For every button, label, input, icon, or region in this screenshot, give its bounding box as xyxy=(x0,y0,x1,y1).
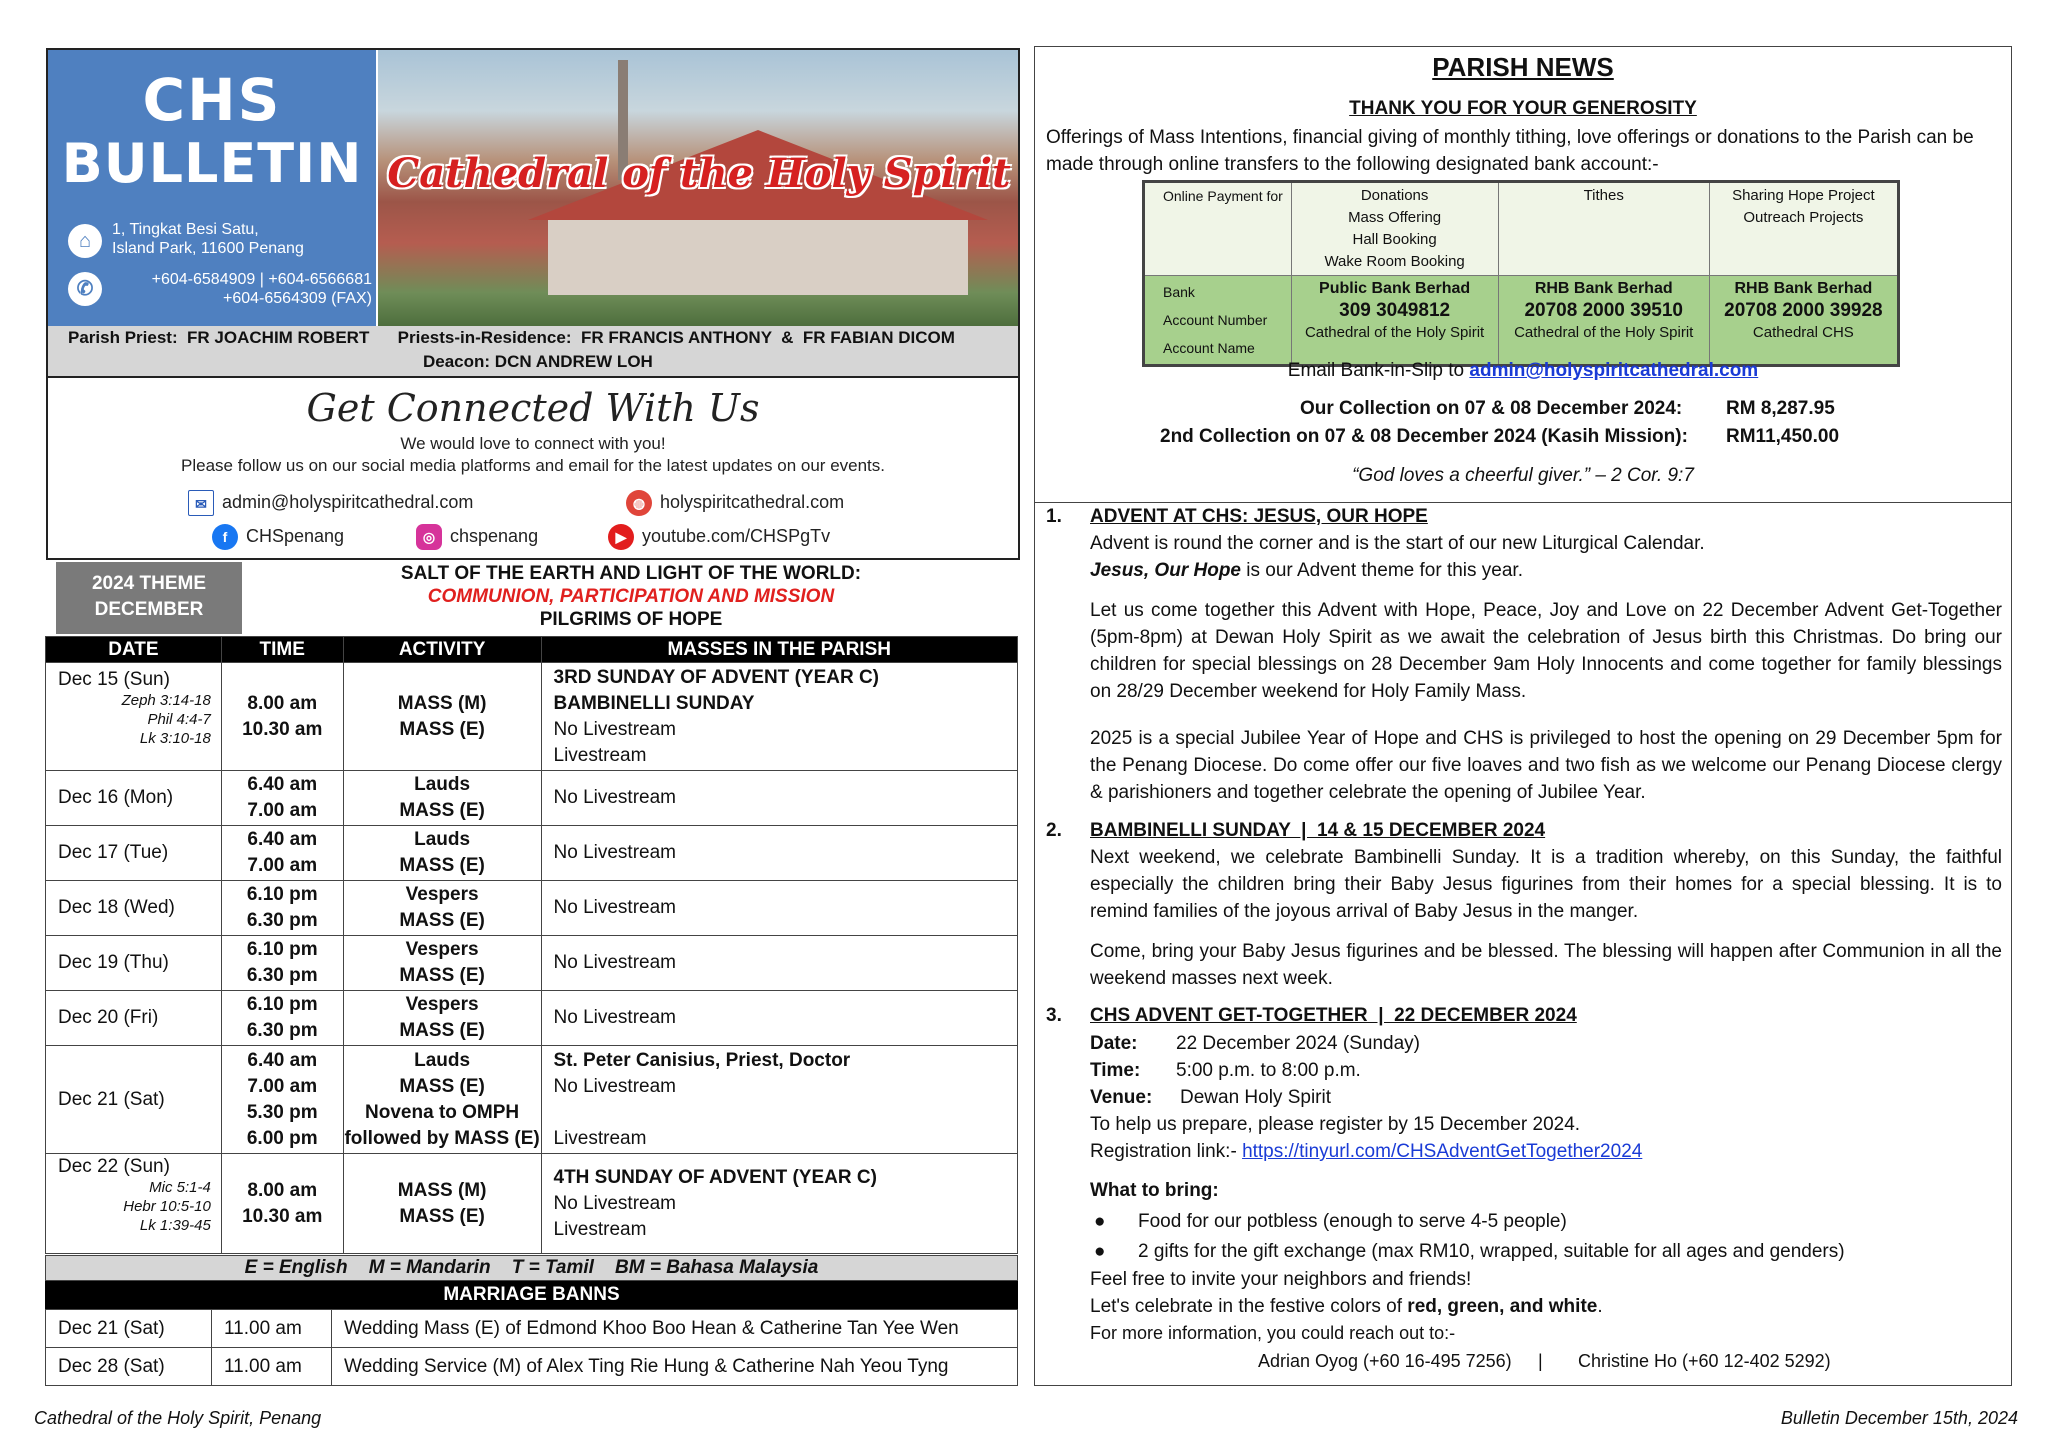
phone-icon: ✆ xyxy=(68,272,102,306)
instagram-text: chspenang xyxy=(450,525,539,546)
phone-line1: +604-6584909 | +604-6566681 xyxy=(151,271,372,288)
email-icon: ✉ xyxy=(188,490,214,516)
connect-title: Get Connected With Us xyxy=(306,386,760,430)
email-contact[interactable] xyxy=(188,490,473,516)
s3-venue-value: Dewan Holy Spirit xyxy=(1180,1087,1331,1108)
section1-p3: Let us come together this Advent with Hope, Peace, Joy and Love on 22 December Advent Get-Together (5pm-8pm) at Dewan Holy Spirit as we await the celebration of Jesus birth this Christmas. Do bring our children for special blessings on 28 December 9am Holy Innocents and come together for family blessings on 28/29 December weekend for Holy Family Mass. xyxy=(1090,600,2002,702)
row-time: 6.00 pm xyxy=(246,1127,318,1149)
address-line2: Island Park, 11600 Penang xyxy=(112,240,304,257)
s3-time-label: Time: xyxy=(1090,1060,1141,1081)
account-number: 20708 2000 39510 xyxy=(1524,300,1683,321)
reading: Phil 4:4-7 xyxy=(147,711,211,728)
banns-date: Dec 28 (Sat) xyxy=(46,1348,212,1386)
row-activity: MASS (E) xyxy=(399,1205,485,1227)
row-time: 6.10 pm xyxy=(246,994,318,1015)
s3-contact1: Adrian Oyog (+60 16-495 7256) xyxy=(1258,1351,1512,1371)
section1-title: ADVENT AT CHS: JESUS, OUR HOPE xyxy=(1090,506,1428,527)
row-date: Dec 15 (Sun) xyxy=(58,669,170,690)
table-row xyxy=(46,1154,1018,1254)
row-time: 6.30 pm xyxy=(246,910,318,931)
row-date: Dec 16 (Mon) xyxy=(46,771,222,826)
section1-p1: Advent is round the corner and is the start of our new Liturgical Calendar. xyxy=(1090,533,1705,554)
account-name: Cathedral CHS xyxy=(1752,324,1854,341)
s3-colors: Let's celebrate in the festive colors of red, green, and white. xyxy=(1090,1296,1603,1317)
purpose: Hall Booking xyxy=(1352,231,1437,248)
header-time: TIME xyxy=(221,637,343,663)
theme-year: 2024 THEME xyxy=(91,573,207,594)
row-note: No Livestream xyxy=(541,826,1018,881)
email-text: admin@holyspiritcathedral.com xyxy=(222,491,474,512)
table-row xyxy=(46,663,1018,771)
purpose: Donations xyxy=(1360,187,1429,204)
connect-panel xyxy=(46,378,1020,560)
purpose: Tithes xyxy=(1583,187,1624,204)
s3-bring2: 2 gifts for the gift exchange (max RM10, wrapped, suitable for all ages and genders) xyxy=(1138,1241,1845,1262)
table-row xyxy=(46,1310,1018,1348)
offer-text: Offerings of Mass Intentions, financial giving of monthly tithing, love offerings or donations to the Parish can be made through online transfers to the following designated bank account:- xyxy=(1046,127,1974,175)
generosity-title: THANK YOU FOR YOUR GENEROSITY xyxy=(1349,98,1697,119)
brand-title-line2: BULLETIN xyxy=(61,132,363,195)
row-activity: Lauds xyxy=(414,774,471,795)
section1-p2-rest: is our Advent theme for this year. xyxy=(1241,560,1523,581)
bullet-icon: ● xyxy=(1094,1211,1106,1232)
row-activity: MASS (M) xyxy=(397,1179,487,1201)
row-time: 10.30 am xyxy=(242,1205,323,1227)
bank-name: Public Bank Berhad xyxy=(1319,280,1471,297)
row-activity: Vespers xyxy=(405,939,479,960)
s3-registration xyxy=(1090,1138,1642,1165)
row-time: 5.30 pm xyxy=(246,1101,318,1123)
purpose: Outreach Projects xyxy=(1743,209,1864,226)
reading: Hebr 10:5-10 xyxy=(123,1198,211,1215)
section1-p2 xyxy=(1090,557,2002,584)
row-activity: Lauds xyxy=(414,829,471,850)
mass-schedule-table xyxy=(45,636,1018,1254)
bank-row-label: Account Name xyxy=(1163,340,1255,356)
youtube-text: youtube.com/CHSPgTv xyxy=(642,525,831,546)
reading: Mic 5:1-4 xyxy=(149,1179,211,1196)
news-divider xyxy=(1034,502,2012,503)
row-note: St. Peter Canisius, Priest, Doctor xyxy=(553,1049,851,1071)
s3-colors-prefix: Let's celebrate in the festive colors of xyxy=(1090,1296,1403,1317)
row-time: 6.40 am xyxy=(247,1049,318,1071)
row-activity: Vespers xyxy=(405,994,479,1015)
purpose: Sharing Hope Project xyxy=(1732,187,1875,204)
clergy-bar xyxy=(48,326,1020,378)
table-row xyxy=(1144,182,1899,276)
row-time: 7.00 am xyxy=(247,855,318,876)
collection1-label: Our Collection on 07 & 08 December 2024: xyxy=(1300,398,1683,419)
row-note: No Livestream xyxy=(541,881,1018,936)
youtube-contact[interactable] xyxy=(608,524,830,550)
email-link[interactable]: admin@holyspiritcathedral.com xyxy=(1469,360,1759,381)
row-note: No Livestream xyxy=(541,771,1018,826)
table-row xyxy=(46,826,1018,881)
header-activity: ACTIVITY xyxy=(343,637,541,663)
banns-title: MARRIAGE BANNS xyxy=(45,1281,1018,1309)
website-text: holyspiritcathedral.com xyxy=(660,491,845,512)
section2-number: 2. xyxy=(1046,820,1062,841)
bank-table xyxy=(1142,180,1900,367)
row-activity: Novena to OMPH xyxy=(365,1101,520,1123)
row-activity: MASS (E) xyxy=(399,718,485,740)
row-note: No Livestream xyxy=(553,1075,676,1097)
row-time: 8.00 am xyxy=(247,1179,318,1201)
row-note: Livestream xyxy=(553,744,647,766)
bank-name: RHB Bank Berhad xyxy=(1534,280,1673,297)
table-row xyxy=(46,936,1018,991)
brand-panel xyxy=(48,50,376,326)
parish-news-title: PARISH NEWS xyxy=(1432,52,1614,82)
bank-row-label: Account Number xyxy=(1163,312,1268,328)
connect-line2: Please follow us on our social media platforms and email for the latest updates on our events. xyxy=(181,456,885,475)
row-activity: MASS (E) xyxy=(399,1075,485,1097)
row-time: 6.40 am xyxy=(247,829,318,850)
row-date: Dec 17 (Tue) xyxy=(46,826,222,881)
row-note: Livestream xyxy=(553,1127,647,1149)
account-name: Cathedral of the Holy Spirit xyxy=(1304,324,1485,341)
address-line1: 1, Tingkat Besi Satu, xyxy=(112,221,259,238)
collection2-value: RM11,450.00 xyxy=(1726,426,1840,447)
section1-theme: Jesus, Our Hope xyxy=(1090,560,1241,581)
collection2-label: 2nd Collection on 07 & 08 December 2024 (Kasih Mission): xyxy=(1160,426,1688,447)
facebook-contact[interactable] xyxy=(212,524,344,550)
banns-time: 11.00 am xyxy=(212,1348,332,1386)
section3-number: 3. xyxy=(1046,1005,1062,1026)
row-activity: MASS (E) xyxy=(399,800,485,821)
cathedral-title: Cathedral of the Holy Spirit xyxy=(387,150,1011,197)
brand-title-line1: CHS xyxy=(142,66,282,134)
section1-p4: 2025 is a special Jubilee Year of Hope and CHS is privileged to host the opening on 29 December 5pm for the Penang Diocese. Do come offer our five loaves and two fish as we welcome our Penang Diocese clergy & parishioners and together celebrate the opening of Jubilee Year. xyxy=(1090,728,2002,803)
collection1-value: RM 8,287.95 xyxy=(1726,398,1835,419)
row-time: 6.30 pm xyxy=(246,1020,318,1041)
website-contact[interactable] xyxy=(626,490,844,516)
table-row xyxy=(46,1348,1018,1386)
header-masses: MASSES IN THE PARISH xyxy=(541,637,1018,663)
bank-name: RHB Bank Berhad xyxy=(1734,280,1873,297)
facebook-icon: f xyxy=(212,524,238,550)
row-activity: followed by MASS (E) xyxy=(344,1127,540,1149)
table-row xyxy=(46,1046,1018,1154)
table-row xyxy=(1144,276,1899,366)
table-row xyxy=(46,771,1018,826)
bank-row-label: Bank xyxy=(1163,284,1195,300)
row-date: Dec 22 (Sun) xyxy=(58,1156,170,1177)
purpose: Wake Room Booking xyxy=(1324,253,1465,270)
email-prefix: Email Bank-in-Slip to xyxy=(1287,360,1465,381)
s3-date-label: Date: xyxy=(1090,1033,1138,1054)
bank-row-label: Online Payment for xyxy=(1144,182,1292,276)
row-note: 4TH SUNDAY OF ADVENT (YEAR C) xyxy=(553,1166,877,1188)
purpose: Mass Offering xyxy=(1348,209,1442,226)
account-name: Cathedral of the Holy Spirit xyxy=(1514,324,1694,341)
row-note: No Livestream xyxy=(553,718,676,740)
row-activity: Lauds xyxy=(414,1049,471,1071)
phone-line2: +604-6564309 (FAX) xyxy=(223,290,372,307)
banns-table xyxy=(45,1309,1018,1386)
row-note: 3RD SUNDAY OF ADVENT (YEAR C) xyxy=(553,666,880,688)
row-time: 8.00 am xyxy=(247,692,318,714)
footer-left: Cathedral of the Holy Spirit, Penang xyxy=(34,1408,322,1428)
section2-p1: Next weekend, we celebrate Bambinelli Sunday. It is a tradition whereby, on this Sunday, the faithful especially the children bring their Baby Jesus figurines from their homes for a special blessing. It is to remind families of the joyous arrival of Baby Jesus in the manger. xyxy=(1090,847,2002,922)
s3-date-value: 22 December 2024 (Sunday) xyxy=(1176,1033,1420,1054)
row-time: 7.00 am xyxy=(247,800,318,821)
row-note: No Livestream xyxy=(541,991,1018,1046)
contact-separator: | xyxy=(1538,1351,1543,1371)
theme-month: DECEMBER xyxy=(94,599,204,620)
theme-line3: PILGRIMS OF HOPE xyxy=(539,609,723,630)
section3-title: CHS ADVENT GET-TOGETHER | 22 DECEMBER 2024 xyxy=(1090,1005,1577,1026)
wall-shape xyxy=(548,220,968,295)
row-note: BAMBINELLI SUNDAY xyxy=(553,692,755,714)
bulletin-header xyxy=(46,48,1020,378)
s3-time-value: 5:00 p.m. to 8:00 p.m. xyxy=(1176,1060,1361,1081)
row-time: 6.40 am xyxy=(247,774,318,795)
banns-time: 11.00 am xyxy=(212,1310,332,1348)
theme-badge xyxy=(56,562,242,634)
header-date: DATE xyxy=(46,637,222,663)
facebook-text: CHSpenang xyxy=(246,525,345,546)
reading: Lk 3:10-18 xyxy=(139,730,211,747)
row-date: Dec 21 (Sat) xyxy=(46,1046,222,1154)
registration-link[interactable]: https://tinyurl.com/CHSAdventGetTogether2024 xyxy=(1242,1141,1643,1162)
instagram-icon: ◎ xyxy=(416,524,442,550)
table-row xyxy=(46,881,1018,936)
row-date: Dec 18 (Wed) xyxy=(46,881,222,936)
row-activity: Vespers xyxy=(405,884,479,905)
reading: Zeph 3:14-18 xyxy=(121,692,211,709)
footer-right: Bulletin December 15th, 2024 xyxy=(1780,1408,2018,1428)
scripture-quote: “God loves a cheerful giver.” – 2 Cor. 9:7 xyxy=(1352,465,1694,486)
row-note: Livestream xyxy=(553,1218,647,1240)
row-activity: MASS (E) xyxy=(399,910,485,931)
row-time: 6.10 pm xyxy=(246,939,318,960)
row-activity: MASS (E) xyxy=(399,855,485,876)
s3-reg-prefix: Registration link:- xyxy=(1090,1141,1237,1162)
s3-contact2: Christine Ho (+60 12-402 5292) xyxy=(1578,1351,1831,1371)
row-time: 6.10 pm xyxy=(246,884,318,905)
row-note: No Livestream xyxy=(541,936,1018,991)
row-date: Dec 19 (Thu) xyxy=(46,936,222,991)
s3-bring-title: What to bring: xyxy=(1090,1180,1219,1201)
theme-line1: SALT OF THE EARTH AND LIGHT OF THE WORLD: xyxy=(400,563,862,584)
account-number: 20708 2000 39928 xyxy=(1724,300,1883,321)
banns-text: Wedding Mass (E) of Edmond Khoo Boo Hean & Catherine Tan Yee Wen xyxy=(332,1310,1018,1348)
row-time: 7.00 am xyxy=(247,1075,318,1097)
s3-invite: Feel free to invite your neighbors and friends! xyxy=(1090,1269,1472,1290)
reading: Lk 1:39-45 xyxy=(139,1217,211,1234)
row-activity: MASS (E) xyxy=(399,965,485,986)
row-note xyxy=(554,1100,1018,1126)
clergy-line1: Parish Priest: FR JOACHIM ROBERT Priests-in-Residence: FR FRANCIS ANTHONY & FR FABIAN DICOM xyxy=(68,328,955,347)
clergy-line2: Deacon: DCN ANDREW LOH xyxy=(423,352,653,371)
s3-colors-list: red, green, and white xyxy=(1407,1296,1598,1317)
connect-line1: We would love to connect with you! xyxy=(400,434,666,453)
theme-line2: COMMUNION, PARTICIPATION AND MISSION xyxy=(427,586,835,607)
row-date: Dec 20 (Fri) xyxy=(46,991,222,1046)
banns-text: Wedding Service (M) of Alex Ting Rie Hung & Catherine Nah Yeou Tyng xyxy=(332,1348,1018,1386)
row-note: No Livestream xyxy=(553,1192,676,1214)
s3-register: To help us prepare, please register by 15 December 2024. xyxy=(1090,1114,1581,1135)
globe-icon: ◍ xyxy=(626,490,652,516)
row-activity: MASS (E) xyxy=(399,1020,485,1041)
email-slip xyxy=(1034,360,2012,382)
s3-more-info: For more information, you could reach out to:- xyxy=(1090,1323,1456,1343)
row-activity: MASS (M) xyxy=(397,692,487,714)
home-icon: ⌂ xyxy=(68,224,102,258)
section1-number: 1. xyxy=(1046,506,1062,527)
cathedral-photo xyxy=(378,50,1020,326)
language-legend: E = English M = Mandarin T = Tamil BM = Bahasa Malaysia xyxy=(45,1255,1018,1281)
s3-bring1: Food for our potbless (enough to serve 4-5 people) xyxy=(1138,1211,1567,1232)
account-number: 309 3049812 xyxy=(1339,300,1451,321)
s3-venue-label: Venue: xyxy=(1090,1087,1153,1108)
instagram-contact[interactable] xyxy=(416,524,538,550)
youtube-icon: ▶ xyxy=(608,524,634,550)
section2-p2: Come, bring your Baby Jesus figurines and be blessed. The blessing will happen after Communion in all the weekend masses next week. xyxy=(1090,941,2002,989)
row-time: 6.30 pm xyxy=(246,965,318,986)
row-time: 10.30 am xyxy=(242,718,323,740)
table-row xyxy=(46,991,1018,1046)
bullet-icon: ● xyxy=(1094,1241,1106,1262)
section2-title: BAMBINELLI SUNDAY | 14 & 15 DECEMBER 2024 xyxy=(1090,820,1546,841)
banns-date: Dec 21 (Sat) xyxy=(46,1310,212,1348)
